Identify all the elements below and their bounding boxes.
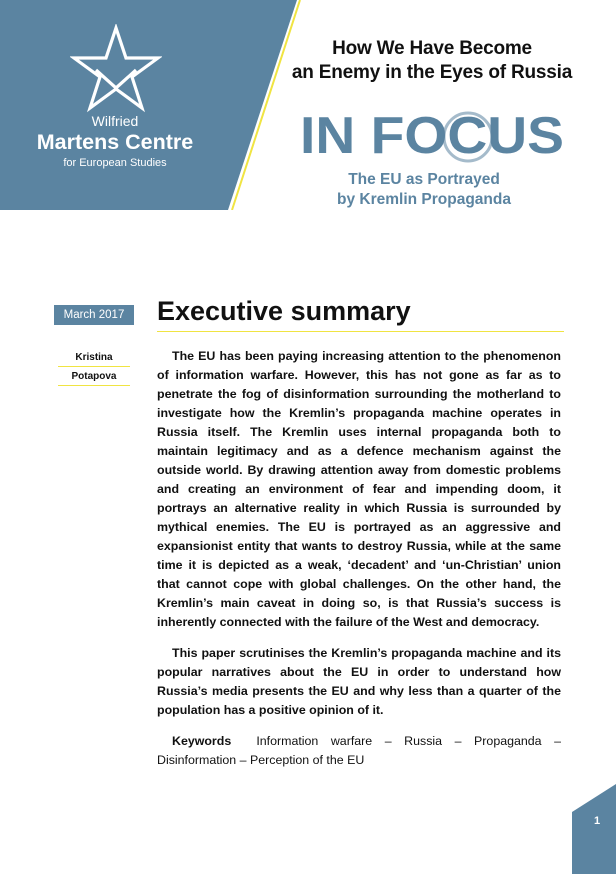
- keywords-line: [157, 732, 561, 770]
- keywords-text: Information warfare – Russia – Propaganda – Disinformation – Perception of the EU: [157, 734, 561, 767]
- in-focus-wordmark: [298, 103, 570, 165]
- subtitle-line-2: by Kremlin Propaganda: [337, 191, 511, 208]
- logo-wilfried: Wilfried: [91, 113, 139, 129]
- author-first-name: Kristina: [75, 352, 113, 363]
- star-m-logo-icon: [70, 24, 162, 116]
- author-last-name: Potapova: [71, 371, 117, 382]
- summary-body: [157, 347, 561, 770]
- title-line-2: an Enemy in the Eyes of Russia: [291, 62, 573, 83]
- summary-paragraph-2: This paper scrutinises the Kremlin’s propaganda machine and its popular narratives about the EU in order to understand how Russia’s media presents the EU and why less than a quarter of the population has a positive opinion of it.: [157, 646, 561, 717]
- subtitle-line-1: The EU as Portrayed: [348, 171, 500, 188]
- author-divider: [58, 366, 130, 367]
- date-badge: March 2017: [54, 305, 134, 325]
- publication-title: [272, 37, 592, 85]
- author-divider: [58, 385, 130, 386]
- heading-underline: [157, 331, 564, 332]
- logo-martens-centre: Martens Centre: [36, 130, 194, 154]
- publication-subtitle: [300, 170, 548, 210]
- summary-paragraph-1: The EU has been paying increasing attention to the phenomenon of information warfare. However, this has not gone as far as to penetrate the fog of disinformation surrounding the motherland to investigate how the Kremlin’s propaganda machine operates in Russia itself. The Kremlin uses internal propaganda both to maintain legitimacy and as a defence mechanism against the outside world. By drawing attention away from domestic problems and creating an environment of fear and impending doom, it portrays an alternative reality in which Russia is surrounded by mythical enemies. The EU is portrayed as an aggressive and expansionist entity that wants to destroy Russia, while at the same time it is depicted as a weak, ‘decadent’ and ‘un-Christian’ union that cannot cope with global challenges. On the other hand, the Kremlin’s main caveat in doing so, is that Russia’s success is inherently connected with the failure of the West and democracy.: [157, 349, 561, 629]
- page-corner-tab: [572, 784, 616, 874]
- title-line-1: How We Have Become: [332, 38, 532, 59]
- page-number: 1: [593, 815, 601, 827]
- logo-subtitle: for European Studies: [63, 157, 167, 169]
- keywords-label: Keywords: [172, 734, 232, 748]
- section-heading: Executive summary: [157, 296, 411, 326]
- series-name: IN FOCUS: [300, 107, 564, 165]
